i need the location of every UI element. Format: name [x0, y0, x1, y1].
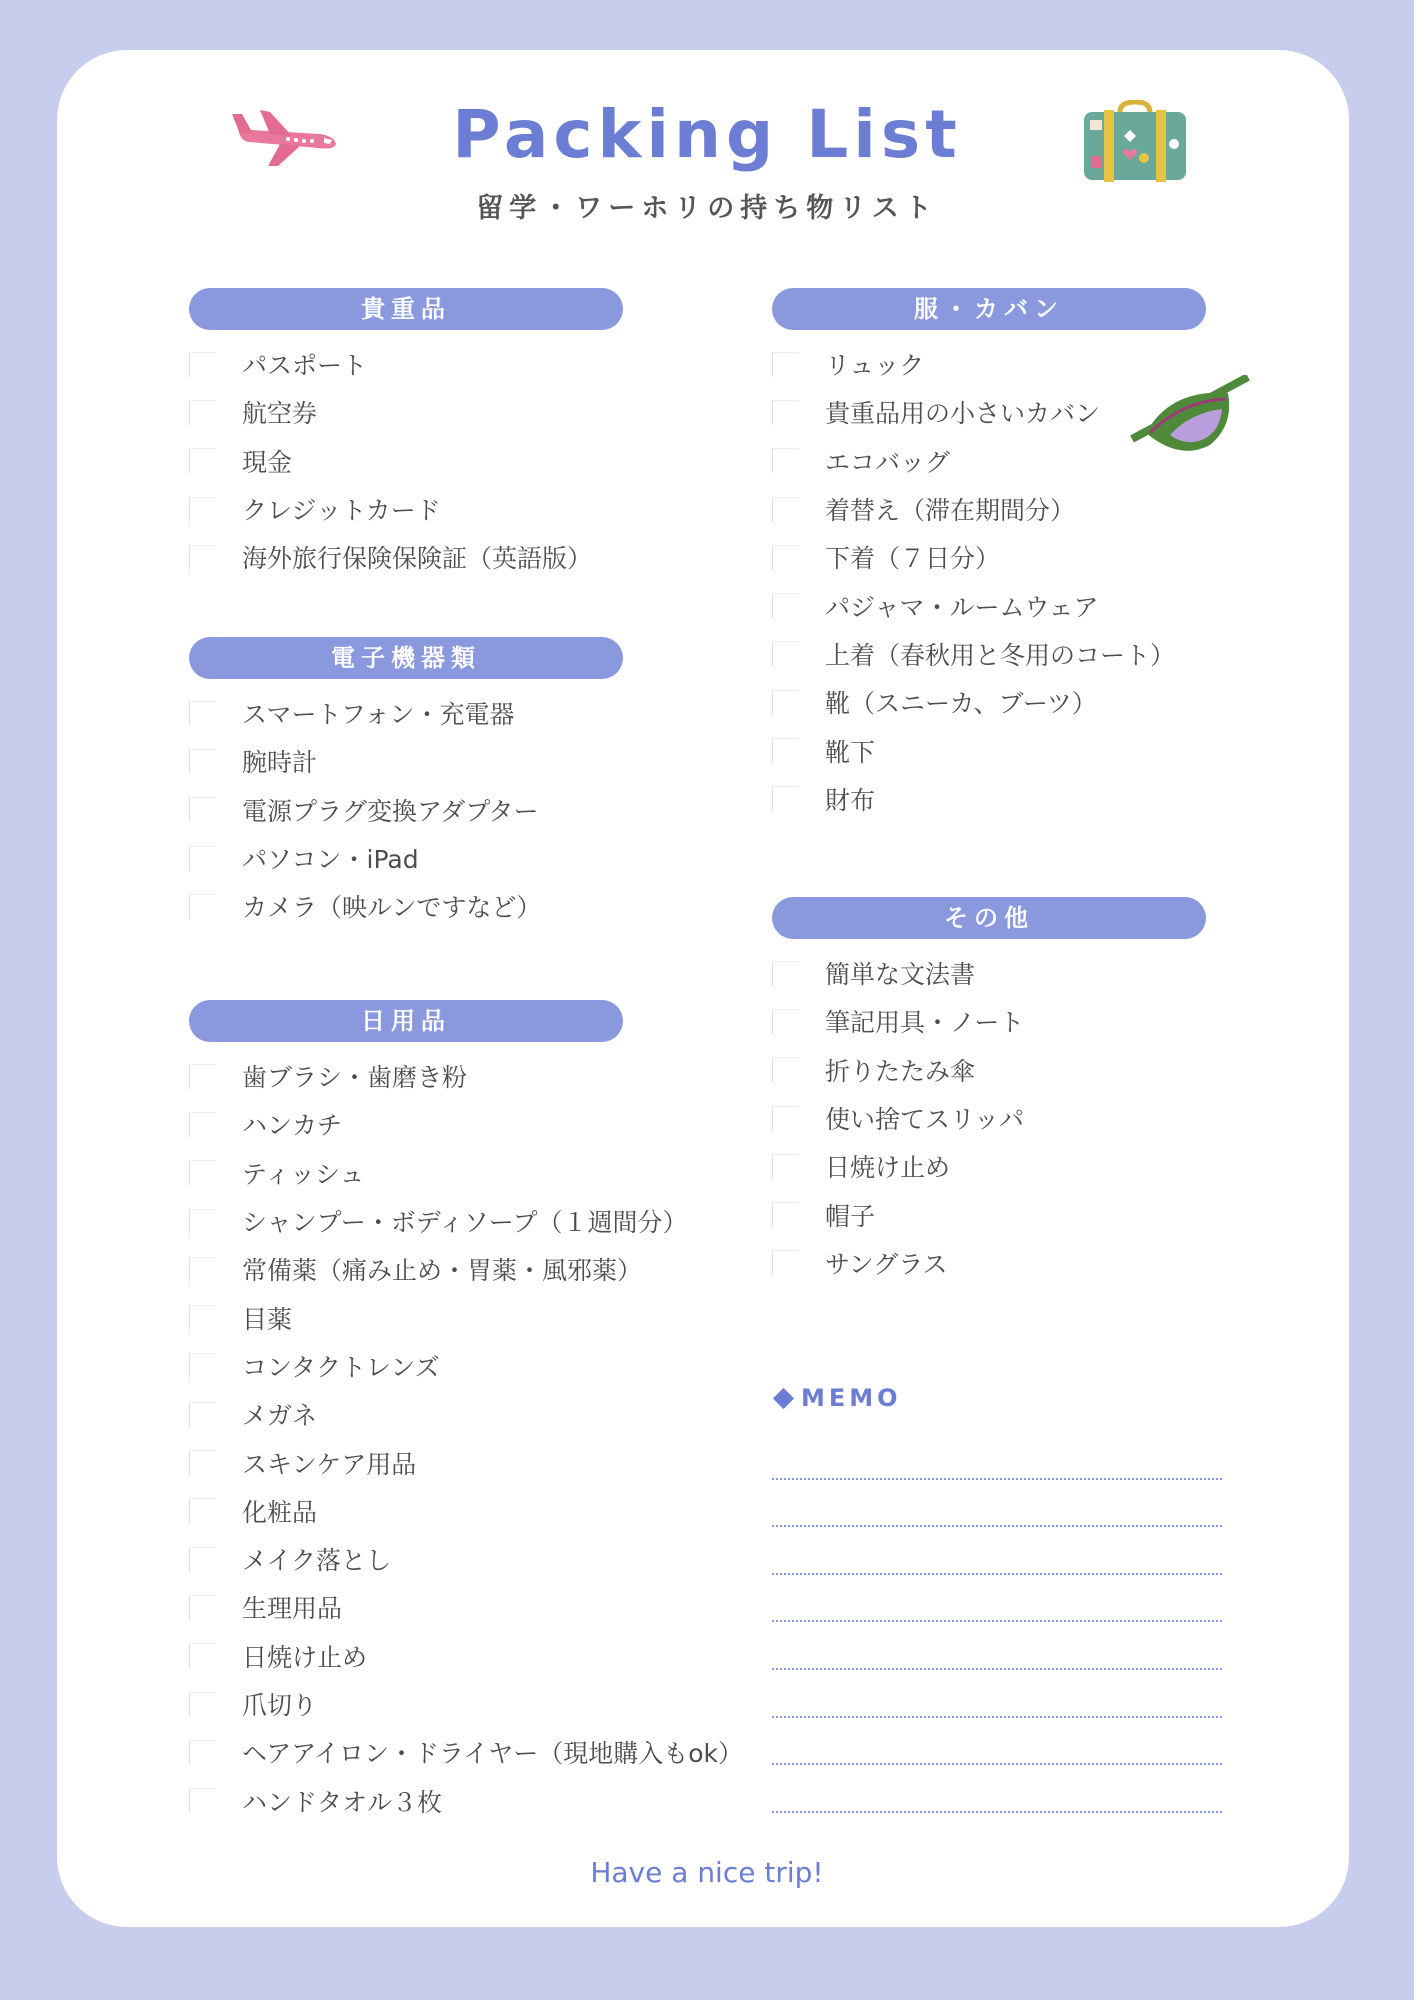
list-item[interactable]	[189, 1293, 623, 1341]
item-label: 電源プラグ変換アダプター	[242, 796, 539, 826]
list-item[interactable]	[189, 1342, 623, 1390]
item-label: 帽子	[825, 1201, 876, 1231]
item-label: 靴下	[825, 737, 876, 767]
checkbox[interactable]	[189, 1450, 216, 1475]
checkbox[interactable]	[189, 1112, 216, 1137]
list-item[interactable]	[772, 1190, 1206, 1238]
list-item[interactable]	[189, 1776, 623, 1824]
list-item[interactable]	[189, 1052, 623, 1100]
section-title: 服・カバン	[772, 288, 1206, 330]
checkbox[interactable]	[772, 497, 799, 522]
item-label: メガネ	[242, 1401, 318, 1431]
list-item[interactable]	[189, 1149, 623, 1197]
item-label: 使い捨てスリッパ	[825, 1105, 1025, 1135]
list-item[interactable]	[772, 1094, 1206, 1142]
checkbox[interactable]	[772, 1154, 799, 1179]
item-label: 腕時計	[242, 748, 318, 778]
checkbox[interactable]	[772, 1009, 799, 1034]
memo-line[interactable]	[772, 1575, 1222, 1623]
checkbox[interactable]	[189, 1305, 216, 1330]
item-label: パジャマ・ルームウェア	[825, 592, 1099, 622]
list-item[interactable]	[189, 1728, 744, 1776]
diamond-icon	[773, 1387, 794, 1408]
item-label: ティッシュ	[242, 1159, 365, 1189]
item-label: 下着（７日分）	[825, 544, 1001, 574]
list-item[interactable]	[772, 997, 1206, 1045]
item-label: 歯ブラシ・歯磨き粉	[242, 1063, 468, 1093]
item-label: 貴重品用の小さいカバン	[825, 399, 1101, 429]
item-label: 航空券	[242, 399, 318, 429]
checkbox[interactable]	[189, 701, 216, 726]
memo-line[interactable]	[772, 1432, 1222, 1480]
item-label: 靴（スニーカ、ブーツ）	[825, 689, 1097, 719]
checkbox[interactable]	[189, 448, 216, 473]
item-label: 筆記用具・ノート	[825, 1008, 1025, 1038]
item-label: 簡単な文法書	[825, 960, 976, 990]
section-other	[772, 897, 1206, 1287]
item-label: ハンカチ	[242, 1111, 343, 1141]
item-label: エコバッグ	[825, 447, 951, 477]
checkbox[interactable]	[772, 1057, 799, 1082]
checkbox[interactable]	[189, 1353, 216, 1378]
footer-message: Have a nice trip!	[590, 1856, 824, 1889]
checkbox[interactable]	[772, 1202, 799, 1227]
list-item[interactable]	[189, 533, 623, 581]
section-electronics	[189, 637, 623, 930]
item-label: 日焼け止め	[242, 1642, 368, 1672]
item-label: 現金	[242, 447, 293, 477]
item-label: 生理用品	[242, 1594, 343, 1624]
item-label: 目薬	[242, 1304, 293, 1334]
checkbox[interactable]	[189, 894, 216, 919]
checkbox[interactable]	[772, 961, 799, 986]
checkbox[interactable]	[189, 1740, 216, 1765]
item-label: パスポート	[242, 351, 368, 381]
checkbox[interactable]	[772, 786, 799, 811]
memo-line[interactable]	[772, 1765, 1222, 1813]
checkbox[interactable]	[772, 690, 799, 715]
section-daily	[189, 1000, 744, 1825]
item-label: シャンプー・ボディソープ（１週間分）	[242, 1208, 688, 1238]
list-item[interactable]	[189, 737, 623, 785]
checkbox[interactable]	[189, 400, 216, 425]
section-valuables	[189, 288, 623, 581]
item-label: スキンケア用品	[242, 1449, 417, 1479]
item-label: ヘアアイロン・ドライヤー（現地購入もok）	[242, 1739, 744, 1769]
item-label: 爪切り	[242, 1691, 318, 1720]
checkbox[interactable]	[189, 1402, 216, 1427]
checkbox[interactable]	[772, 593, 799, 618]
checkbox[interactable]	[189, 749, 216, 774]
list-item[interactable]	[772, 437, 1206, 485]
list-item[interactable]	[189, 1245, 643, 1293]
memo-line[interactable]	[772, 1718, 1222, 1766]
list-item[interactable]	[772, 726, 1206, 774]
item-label: スマートフォン・充電器	[242, 700, 515, 730]
memo-label: MEMO	[801, 1384, 902, 1412]
checkbox[interactable]	[189, 1257, 216, 1282]
list-item[interactable]	[189, 882, 623, 930]
item-label: クレジットカード	[242, 496, 441, 526]
checkbox[interactable]	[189, 797, 216, 822]
memo-area[interactable]	[772, 1432, 1222, 1813]
list-item[interactable]	[189, 1632, 623, 1680]
checkbox[interactable]	[772, 352, 799, 377]
list-item[interactable]	[189, 1487, 623, 1535]
memo-line[interactable]	[772, 1622, 1222, 1670]
checkbox[interactable]	[189, 352, 216, 377]
list-item[interactable]	[772, 1239, 1206, 1287]
checkbox[interactable]	[189, 1547, 216, 1572]
checkbox[interactable]	[772, 641, 799, 666]
list-item[interactable]	[772, 1046, 1206, 1094]
list-item[interactable]	[772, 1142, 1206, 1190]
item-label: リュック	[825, 351, 925, 381]
checkbox[interactable]	[772, 1250, 799, 1275]
list-item[interactable]	[772, 533, 1206, 581]
checkbox[interactable]	[189, 545, 216, 570]
checkbox[interactable]	[772, 545, 799, 570]
checkbox[interactable]	[189, 1595, 216, 1620]
checkbox[interactable]	[189, 1498, 216, 1523]
checkbox[interactable]	[189, 846, 216, 871]
list-item[interactable]	[189, 834, 623, 882]
item-label: サングラス	[825, 1249, 948, 1279]
section-title: 日用品	[189, 1000, 623, 1042]
list-item[interactable]	[189, 1535, 623, 1583]
checkbox[interactable]	[189, 1209, 216, 1234]
list-item[interactable]	[189, 1197, 688, 1245]
checkbox[interactable]	[772, 448, 799, 473]
item-label: メイク落とし	[242, 1546, 392, 1576]
memo-line[interactable]	[772, 1480, 1222, 1528]
memo-line[interactable]	[772, 1527, 1222, 1575]
list-item[interactable]	[189, 388, 623, 436]
list-item[interactable]	[189, 485, 623, 533]
list-item[interactable]	[772, 485, 1206, 533]
item-label: ハンドタオル３枚	[242, 1787, 443, 1817]
memo-heading	[772, 1384, 902, 1412]
page-subtitle: 留学・ワーホリの持ち物リスト	[476, 193, 938, 224]
checkbox[interactable]	[189, 1788, 216, 1813]
checkbox[interactable]	[189, 497, 216, 522]
section-title: 貴重品	[189, 288, 623, 330]
checkbox[interactable]	[772, 1106, 799, 1131]
checkbox[interactable]	[772, 738, 799, 763]
list-item[interactable]	[189, 1438, 623, 1486]
list-item[interactable]	[189, 786, 623, 834]
section-title: 電子機器類	[189, 637, 623, 679]
list-item[interactable]	[772, 949, 1206, 997]
item-label: 日焼け止め	[825, 1153, 951, 1183]
list-item[interactable]	[772, 775, 1206, 823]
checkbox[interactable]	[189, 1160, 216, 1185]
item-label: 海外旅行保険保険証（英語版）	[242, 544, 593, 574]
item-label: 上着（春秋用と冬用のコート）	[825, 640, 1176, 670]
list-item[interactable]	[189, 1100, 623, 1148]
list-item[interactable]	[772, 388, 1206, 436]
list-item[interactable]	[772, 581, 1206, 629]
item-label: 着替え（滞在期間分）	[825, 496, 1076, 526]
item-label: 化粧品	[242, 1497, 318, 1527]
item-label: 常備薬（痛み止め・胃薬・風邪薬）	[242, 1256, 643, 1286]
list-item[interactable]	[772, 630, 1206, 678]
list-item[interactable]	[189, 1583, 623, 1631]
checkbox[interactable]	[772, 400, 799, 425]
item-label: コンタクトレンズ	[242, 1352, 440, 1382]
page-title: Packing List	[452, 96, 962, 173]
item-label: 折りたたみ傘	[825, 1056, 976, 1086]
section-title: その他	[772, 897, 1206, 939]
list-item[interactable]	[189, 437, 623, 485]
checkbox[interactable]	[189, 1643, 216, 1668]
checkbox[interactable]	[189, 1692, 216, 1717]
item-label: 財布	[825, 785, 876, 815]
item-label: カメラ（映ルンですなど）	[242, 893, 542, 923]
list-item[interactable]	[772, 678, 1206, 726]
list-item[interactable]	[189, 1390, 623, 1438]
list-item[interactable]	[189, 689, 623, 737]
item-label: パソコン・iPad	[242, 845, 419, 875]
list-item[interactable]	[189, 340, 623, 388]
checkbox[interactable]	[189, 1064, 216, 1089]
section-clothes	[772, 288, 1206, 823]
memo-line[interactable]	[772, 1670, 1222, 1718]
list-item[interactable]	[772, 340, 1206, 388]
list-item[interactable]	[189, 1680, 623, 1728]
